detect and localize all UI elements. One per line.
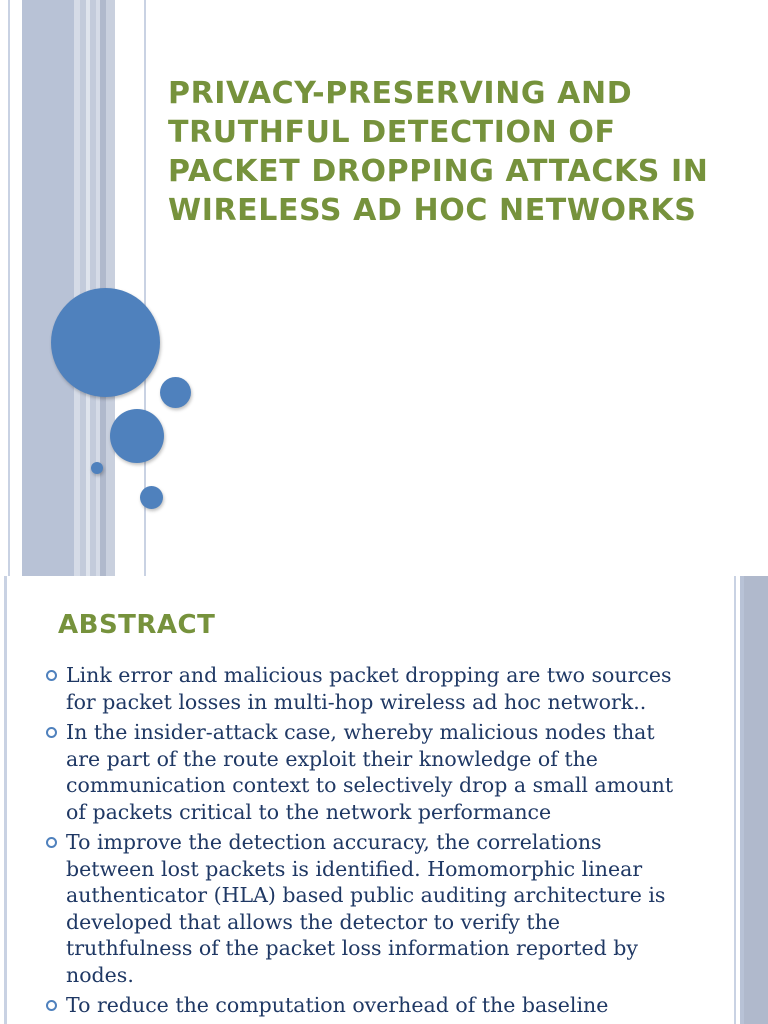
list-item <box>44 992 684 1019</box>
bullet-text: To reduce the computation overhead of the baseline <box>66 993 609 1017</box>
decor-stripe <box>22 0 74 576</box>
bullet-circle-icon <box>46 670 57 681</box>
bullet-text: Link error and malicious packet dropping are two sources for packet losses in multi-hop wireless ad hoc network.. <box>66 663 672 714</box>
decor-stripe <box>8 0 10 576</box>
decor-circle-small <box>160 377 191 408</box>
abstract-heading: ABSTRACT <box>58 610 216 640</box>
decor-stripe <box>4 576 7 1024</box>
abstract-slide <box>0 576 768 1024</box>
decor-circle-medium <box>110 409 164 463</box>
list-item <box>44 719 684 825</box>
list-item <box>44 829 684 988</box>
bullet-text: In the insider-attack case, whereby malicious nodes that are part of the route exploit their knowledge of the communication context to selectively drop a small amount of packets critical to the network performance <box>66 720 674 824</box>
decor-stripe <box>734 576 736 1024</box>
decor-circle-tiny <box>91 462 103 474</box>
decor-stripe <box>744 576 768 1024</box>
list-item <box>44 662 684 715</box>
bullet-circle-icon <box>46 727 57 738</box>
bullet-text: To improve the detection accuracy, the correlations between lost packets is identified. Homomorphic linear authenticator (HLA) based public auditing architecture is developed that allows the detector to verify the truthfulness of the packet loss information reported by nodes. <box>66 830 666 987</box>
bullet-circle-icon <box>46 1000 57 1011</box>
slide-title: PRIVACY-PRESERVING AND TRUTHFUL DETECTION OF PACKET DROPPING ATTACKS IN WIRELESS AD HOC NETWORKS <box>168 76 709 228</box>
bullet-circle-icon <box>46 837 57 848</box>
decor-circle-small <box>140 486 163 509</box>
bullet-list <box>44 662 684 1023</box>
decor-circle-large <box>51 288 160 397</box>
